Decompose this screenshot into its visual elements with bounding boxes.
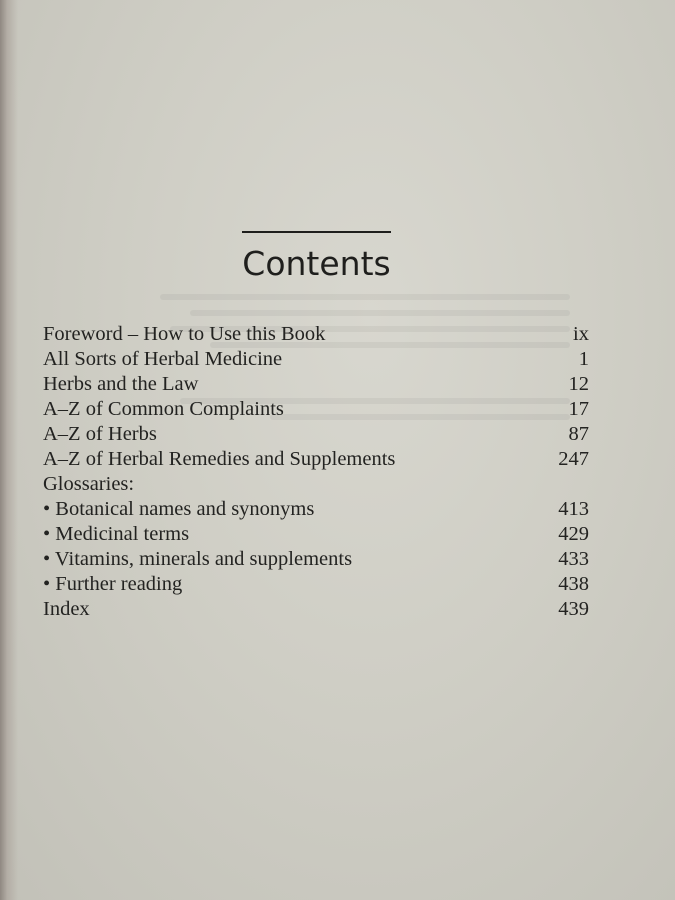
toc-entry: [43, 447, 589, 472]
toc-entry-label: • Vitamins, minerals and supplements: [43, 548, 353, 570]
page-spine-shadow: [0, 0, 18, 900]
toc-entry-page-number: 12: [568, 373, 589, 395]
title-rule: [242, 231, 391, 233]
table-of-contents: [43, 322, 589, 622]
toc-entry-page-number: 413: [558, 498, 589, 520]
toc-entry-page-number: 429: [558, 523, 589, 545]
toc-entry-page-number: 247: [558, 448, 589, 470]
toc-entry: [43, 522, 589, 547]
toc-entry: [43, 397, 589, 422]
toc-entry-page-number: 1: [578, 348, 589, 370]
toc-entry-page-number: 439: [558, 598, 589, 620]
toc-entry-label: A–Z of Herbs: [43, 423, 157, 445]
toc-entry-page-number: 17: [568, 398, 589, 420]
toc-entry: [43, 422, 589, 447]
toc-entry-label: A–Z of Common Complaints: [43, 398, 284, 420]
toc-entry-page-number: 433: [558, 548, 589, 570]
toc-entry-label: Index: [43, 598, 90, 620]
toc-entry-page-number: 438: [558, 573, 589, 595]
toc-entry: [43, 347, 589, 372]
toc-entry-label: Herbs and the Law: [43, 373, 199, 395]
toc-entry-page-number: ix: [573, 323, 589, 345]
toc-entry-label: Foreword – How to Use this Book: [43, 323, 326, 345]
toc-entry-label: All Sorts of Herbal Medicine: [43, 348, 283, 370]
toc-entry-label: • Medicinal terms: [43, 523, 190, 545]
toc-section-heading: [43, 472, 589, 497]
toc-entry: [43, 322, 589, 347]
toc-entry-page-number: 87: [568, 423, 589, 445]
toc-entry-label: • Botanical names and synonyms: [43, 498, 315, 520]
toc-entry: [43, 497, 589, 522]
toc-entry-label: Glossaries:: [43, 473, 135, 495]
toc-entry: [43, 547, 589, 572]
toc-entry: [43, 372, 589, 397]
toc-entry-label: • Further reading: [43, 573, 183, 595]
toc-entry-label: A–Z of Herbal Remedies and Supplements: [43, 448, 396, 470]
page-title: Contents: [242, 244, 391, 283]
toc-entry: [43, 597, 589, 622]
toc-entry: [43, 572, 589, 597]
